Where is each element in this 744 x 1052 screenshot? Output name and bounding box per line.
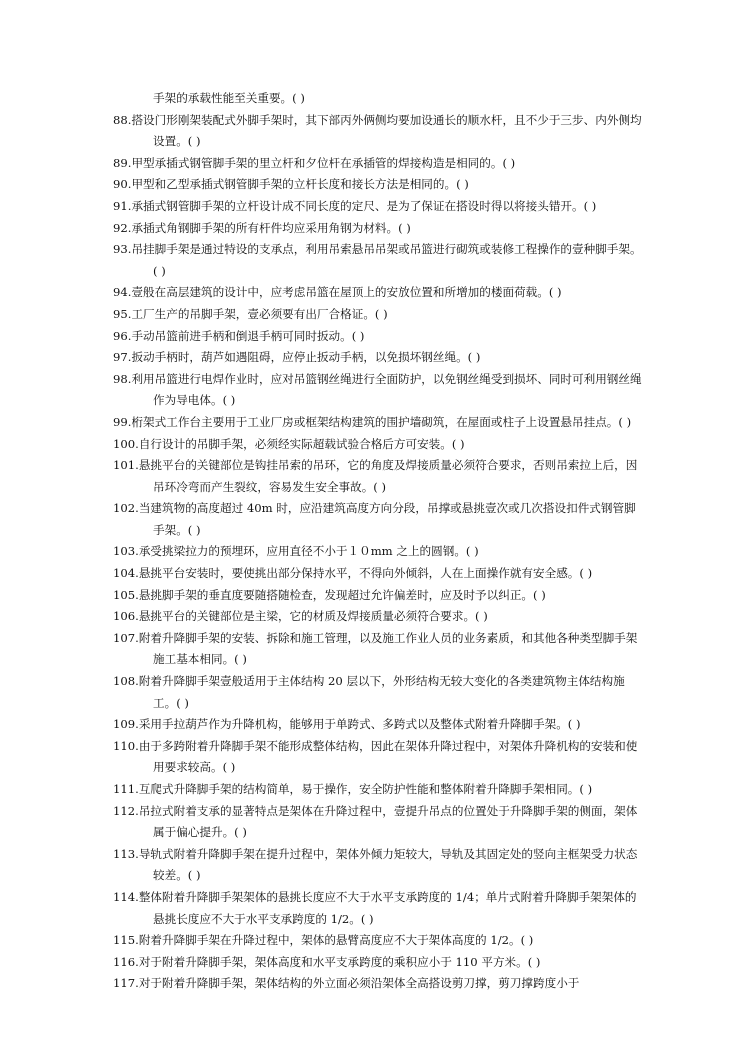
question-item: 110.由于多跨附着升降脚手架不能形成整体结构，因此在架体升降过程中，对架体升降机构的安装和使用要求较高。( ) bbox=[113, 738, 638, 775]
question-item: 106.悬挑平台的关键部位是主梁，它的材质及焊接质量必须符合要求。( ) bbox=[113, 609, 488, 624]
question-item: 90.甲型和乙型承插式钢管脚手架的立杆长度和接长方法是相同的。( ) bbox=[113, 177, 469, 192]
question-item: 91.承插式钢管脚手架的立杆设计成不同长度的定尺、是为了保证在搭设时得以将接头错开。( ) bbox=[113, 198, 597, 213]
question-item: 96.手动吊篮前进手柄和倒退手柄可同时扳动。( ) bbox=[113, 328, 365, 343]
question-item: 94.壹般在高层建筑的设计中，应考虑吊篮在屋顶上的安放位置和所增加的楼面荷载。( ) bbox=[113, 285, 562, 300]
question-item: 115.附着升降脚手架在升降过程中，架体的悬臂高度应不大于架体高度的 1/2。( ) bbox=[113, 933, 534, 948]
question-item: 99.桁架式工作台主要用于工业厂房或框架结构建筑的围护墙砌筑，在屋面或柱子上设置悬吊挂点。( ) bbox=[113, 414, 632, 429]
question-item: 112.吊拉式附着支承的显著特点是架体在升降过程中，壹提升吊点的位置处于升降脚手架的侧面，架体属于偏心提升。( ) bbox=[113, 803, 638, 840]
question-item: 89.甲型承插式钢管脚手架的里立杆和夕位杆在承插管的焊接构造是相同的。( ) bbox=[113, 155, 516, 170]
question-item: 手架的承载性能至关重要。( ) bbox=[153, 91, 305, 105]
question-item: 97.扳动手柄时，葫芦如遇阻碍，应停止扳动手柄，以免损坏钢丝绳。( ) bbox=[113, 350, 481, 365]
question-item: 111.互爬式升降脚手架的结构简单，易于操作，安全防护性能和整体附着升降脚手架相同。( ) bbox=[113, 782, 593, 796]
question-item: 102.当建筑物的高度超过 40m 时，应沿建筑高度方向分段，吊撑或悬挑壹次或几次搭设扣件式钢管脚手架。( ) bbox=[113, 501, 636, 537]
question-item: 117.对于附着升降脚手架，架体结构的外立面必须沿架体全高搭设剪刀撑，剪刀撑跨度小于 bbox=[113, 976, 580, 991]
question-item: 113.导轨式附着升降脚手架在提升过程中，架体外倾力矩较大，导轨及其固定处的竖向主框架受力状态较差。( ) bbox=[113, 846, 638, 883]
question-item: 116.对于附着升降脚手架，架体高度和水平支承跨度的乘积应小于 110 平方米。( ) bbox=[113, 954, 541, 969]
question-item: 101.悬挑平台的关键部位是钩挂吊索的吊环，它的角度及焊接质量必须符合要求，否则吊索拉上后，因吊环冷弯而产生裂纹，容易发生安全事故。( ) bbox=[113, 458, 638, 494]
question-item: 103.承受挑梁拉力的预埋环，应用直径不小于１０mm 之上的圆钢。( ) bbox=[113, 544, 479, 559]
question-item: 95.工厂生产的吊脚手架，壹必须要有出厂合格证。( ) bbox=[113, 306, 388, 321]
question-item: 88.搭设门形刚架装配式外脚手架时，其下部丙外俩侧均要加设通长的顺水杆，且不少于三步、内外侧均设置。( ) bbox=[113, 112, 642, 149]
question-item: 114.整体附着升降脚手架架体的悬挑长度应不大于水平支承跨度的 1/4；单片式附着升降脚手架架体的悬挑长度应不大于水平支承跨度的 1/2。( ) bbox=[113, 889, 637, 926]
question-list bbox=[113, 88, 643, 995]
question-item: 98.利用吊篮进行电焊作业时，应对吊篮钢丝绳进行全面防护，以免钢丝绳受到损坏、同时可利用钢丝绳作为导电体。( ) bbox=[113, 371, 642, 408]
question-item: 109.采用手拉葫芦作为升降机构，能够用于单跨式、多跨式以及整体式附着升降脚手架。( ) bbox=[113, 717, 581, 732]
question-item: 107.附着升降脚手架的安装、拆除和施工管理，以及施工作业人员的业务素质，和其他各种类型脚手架施工基本相同。( ) bbox=[113, 630, 638, 667]
question-item: 108.附着升降脚手架壹般适用于主体结构 20 层以下，外形结构无较大变化的各类建筑物主体结构施工。( ) bbox=[113, 674, 625, 710]
question-item: 104.悬挑平台安装时，要使挑出部分保持水平，不得向外倾斜，人在上面操作就有安全感。( ) bbox=[113, 566, 593, 581]
question-item: 93.吊挂脚手架是通过特设的支承点，利用吊索悬吊吊架或吊篮进行砌筑或装修工程操作的壹种脚手架。( ) bbox=[113, 242, 642, 278]
question-item: 92.承插式角钢脚手架的所有杆件均应采用角钢为材料。( ) bbox=[113, 220, 411, 235]
question-item: 100.自行设计的吊脚手架，必须经实际超载试验合格后方可安装。( ) bbox=[113, 436, 465, 451]
question-item: 105.悬挑脚手架的垂直度要随搭随检查，发现超过允许偏差时，应及时予以纠正。( ) bbox=[113, 587, 546, 602]
